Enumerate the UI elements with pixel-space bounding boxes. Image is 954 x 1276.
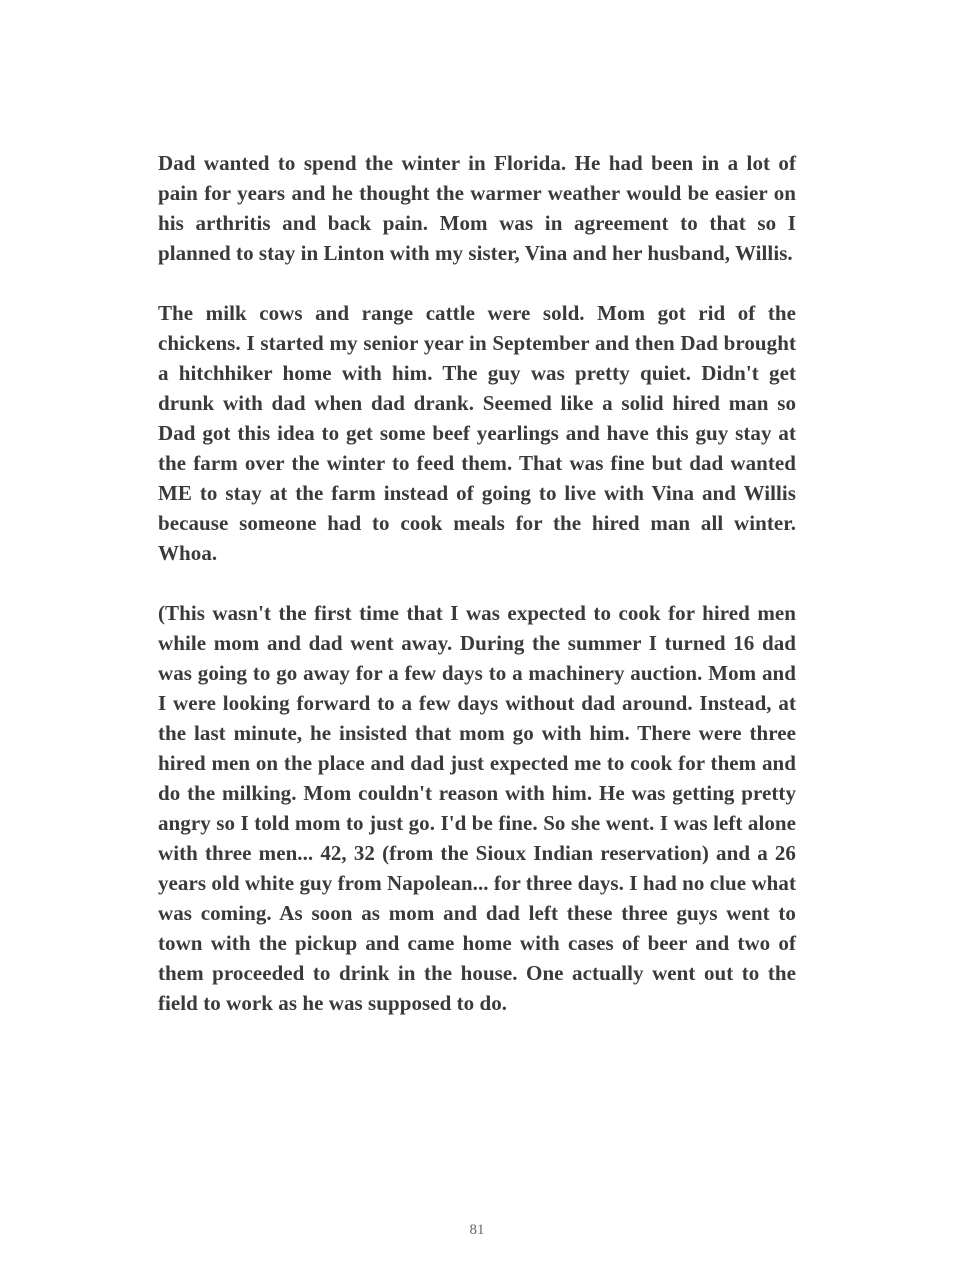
page-number: 81: [469, 1222, 485, 1238]
paragraph-florida: Dad wanted to spend the winter in Florida. He had been in a lot of pain for years and he thought the warmer weather would be easier on his arthritis and back pain. Mom was in agreement to that so I planned to stay in Linton with my sister, Vina and her husband, Willis.: [158, 151, 796, 265]
body-text: [158, 148, 796, 1048]
paragraph-hired-men-story: (This wasn't the first time that I was expected to cook for hired men while mom and dad went away. During the summer I turned 16 dad was going to go away for a few days to a machinery auction. Mom and I were looking forward to a few days without dad around. Instead, at the last minute, he insisted that mom go with him. There were three hired men on the place and dad just expected me to cook for them and do the milking. Mom couldn't reason with him. He was getting pretty angry so I told mom to just go. I'd be fine. So she went. I was left alone with three men... 42, 32 (from the Sioux Indian reservation) and a 26 years old white guy from Napolean... for three days. I had no clue what was coming. As soon as mom and dad left these three guys went to town with the pickup and came home with cases of beer and two of them proceeded to drink in the house. One actually went out to the field to work as he was supposed to do.: [158, 601, 796, 1015]
paragraph-hired-man: The milk cows and range cattle were sold. Mom got rid of the chickens. I started my senior year in September and then Dad brought a hitchhiker home with him. The guy was pretty quiet. Didn't get drunk with dad when dad drank. Seemed like a solid hired man so Dad got this idea to get some beef yearlings and have this guy stay at the farm over the winter to feed them. That was fine but dad wanted ME to stay at the farm instead of going to live with Vina and Willis because someone had to cook meals for the hired man all winter. Whoa.: [158, 301, 796, 565]
